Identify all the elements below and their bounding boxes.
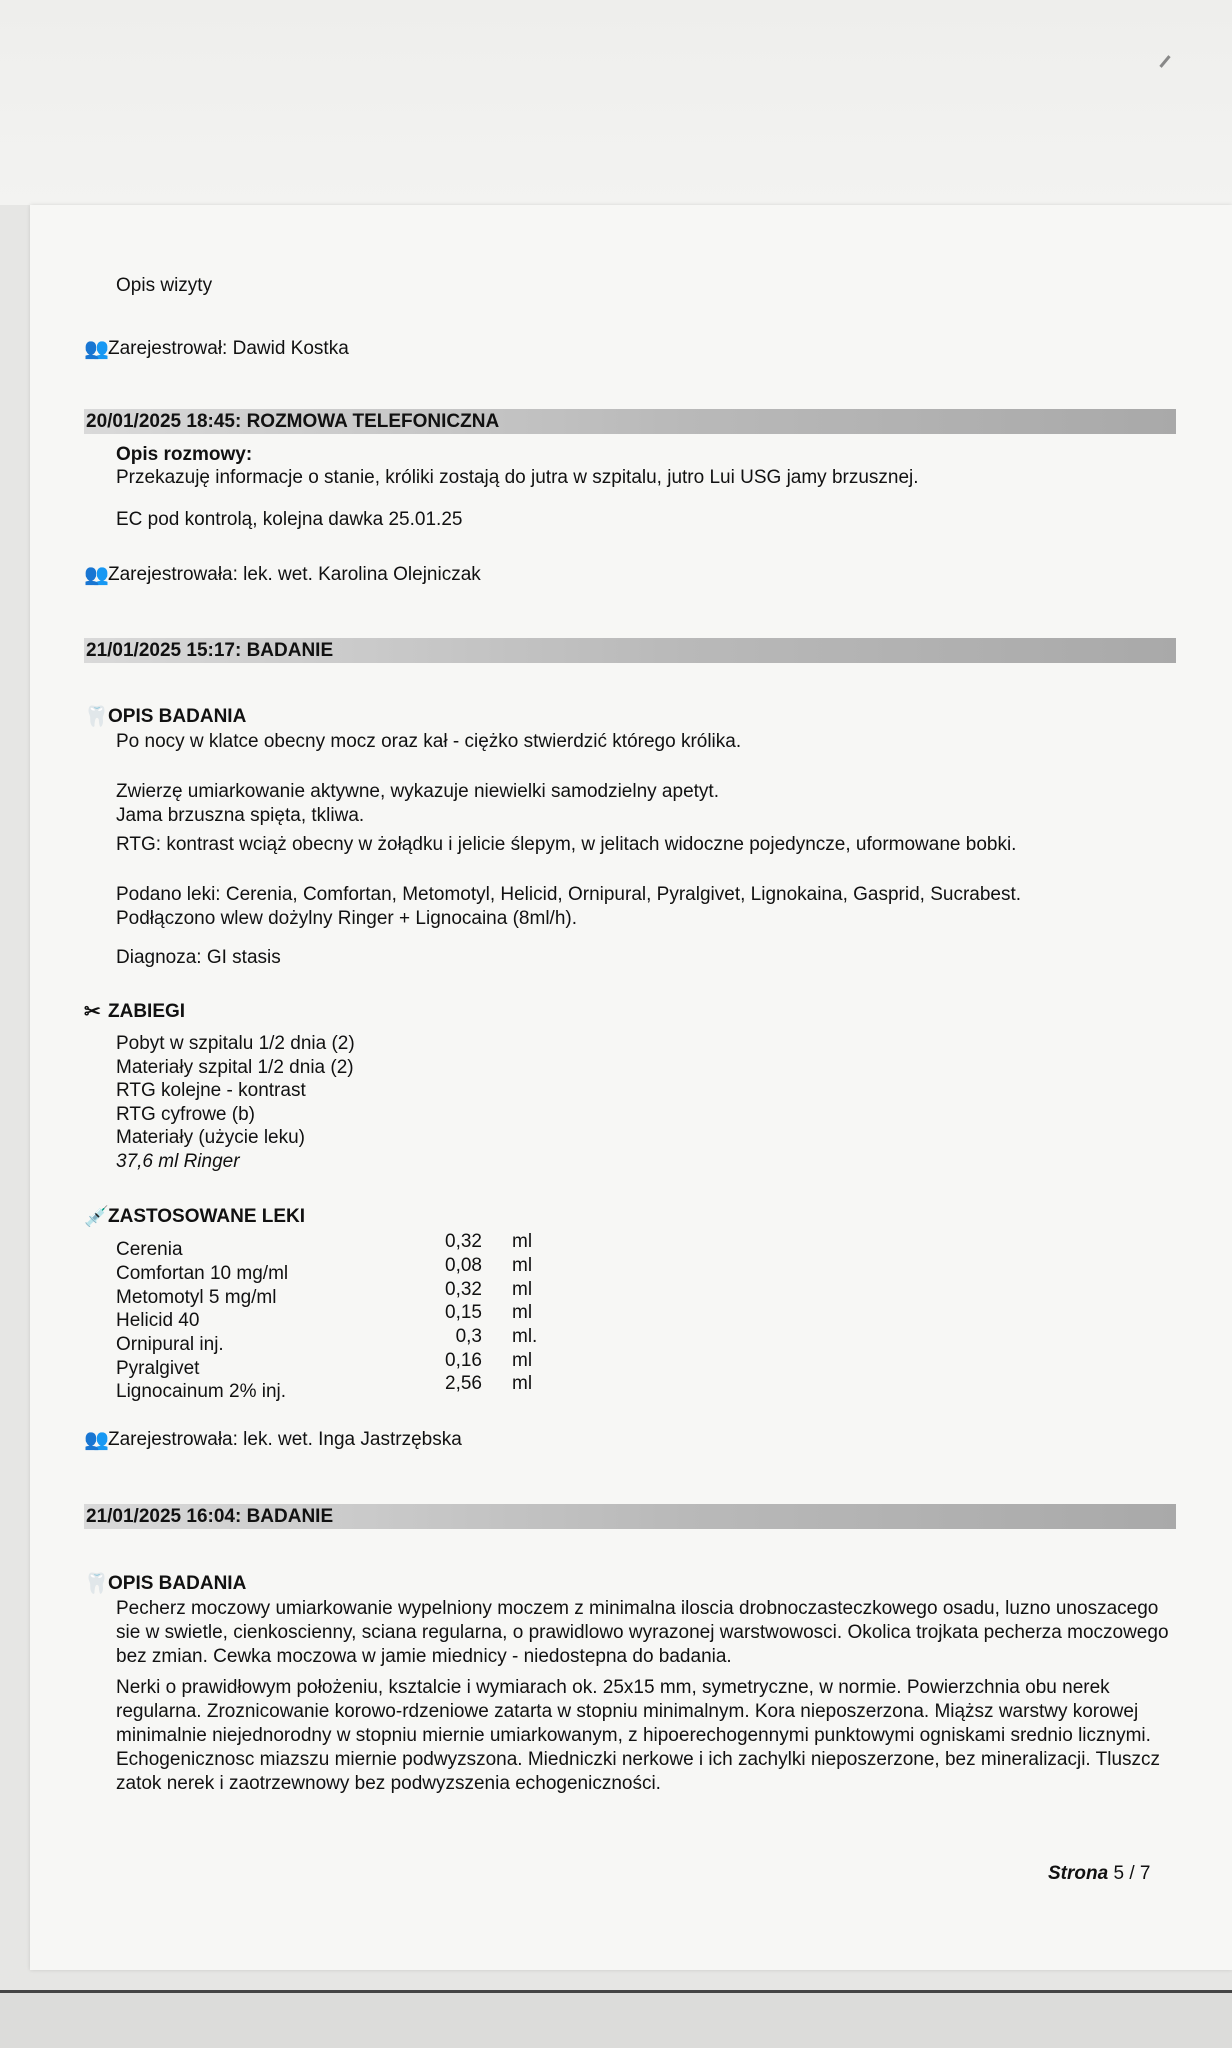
entry2-registered	[84, 1428, 462, 1452]
entry2-header: 21/01/2025 15:17: BADANIE	[84, 638, 1176, 663]
entry3-paragraph-1: Pecherz moczowy umiarkowanie wypelniony moczem z minimalna iloscia drobnoczasteczkowego osadu, luzno unoszacego sie w swietle, cienkoscienny, sciana regularna, o prawidlowo wyrazonej warstwowosci. Okolica trojkata pecherza moczowego bez zmian. Cewka moczowa w jamie miednicy - niedostepna do badania.	[116, 1598, 1169, 1667]
drug-value: 0,32	[445, 1231, 482, 1252]
page-number	[1048, 1862, 1150, 1886]
entry2-exam-line-7: Diagnoza: GI stasis	[116, 947, 281, 968]
user-group-icon: 👥	[84, 338, 109, 360]
entry2-exam-title-text: OPIS BADANIA	[108, 706, 247, 727]
page-label: Strona	[1048, 1863, 1109, 1884]
drug-name: Helicid 40	[116, 1310, 200, 1331]
procedure-item-4: RTG cyfrowe (b)	[116, 1104, 256, 1125]
entry2-exam-line-2: Zwierzę umiarkowanie aktywne, wykazuje niewielki samodzielny apetyt.	[116, 781, 719, 802]
scissors-icon: ✂	[84, 1001, 101, 1023]
syringe-icon: 💉	[84, 1206, 109, 1228]
entry2-procedures-title-text: ZABIEGI	[108, 1001, 186, 1022]
drug-unit: ml	[512, 1350, 533, 1371]
drug-value: 0,16	[445, 1350, 482, 1371]
procedure-item-6: 37,6 ml Ringer	[116, 1151, 240, 1172]
procedure-item-2: Materiały szpital 1/2 dnia (2)	[116, 1057, 354, 1078]
page-total: / 7	[1129, 1863, 1151, 1884]
drug-value: 0,08	[445, 1255, 482, 1276]
drug-unit: ml	[512, 1373, 533, 1394]
drug-value: 0,15	[445, 1302, 482, 1323]
entry3-exam-title	[84, 1572, 246, 1596]
entry2-drugs-title	[84, 1205, 305, 1229]
drug-value: 0,3	[455, 1326, 482, 1347]
entry1-line-1: Przekazuję informacje o stanie, króliki zostają do jutra w szpitalu, jutro Lui USG jamy brzusznej.	[116, 467, 919, 488]
background-top	[0, 0, 1232, 205]
entry2-exam-line-1: Po nocy w klatce obecny mocz oraz kał - ciężko stwierdzić którego królika.	[116, 731, 742, 752]
drug-name: Comfortan 10 mg/ml	[116, 1263, 289, 1284]
visit-title: Opis wizyty	[116, 275, 213, 296]
entry3-paragraph-2: Nerki o prawidłowym położeniu, ksztalcie i wymiarach ok. 25x15 mm, symetryczne, w normie. Powierzchnia obu nerek regularna. Zroznicowanie korowo-rdzeniowe zatarta w stopniu minimalnym. Kora nieposzerzona. Miąższ warstwy korowej minimalnie niejednorodny w stopniu miernie umiarkowanym, z hipoerechogennymi punktowymi ogniskami srednio licznymi. Echogenicznosc miazszu miernie podwyzszona. Miedniczki nerkowe i ich zachylki nieposzerzone, bez mineralizacji. Tluszcz zatok nerek i zaotrzewnowy bez podwyzszenia echogeniczności.	[116, 1677, 1161, 1794]
procedure-item-1: Pobyt w szpitalu 1/2 dnia (2)	[116, 1033, 355, 1054]
drug-name: Metomotyl 5 mg/ml	[116, 1287, 277, 1308]
entry2-drugs-title-text: ZASTOSOWANE LEKI	[108, 1206, 306, 1227]
entry1-line-2: EC pod kontrolą, kolejna dawka 25.01.25	[116, 509, 463, 530]
entry2-exam-line-3: Jama brzuszna spięta, tkliwa.	[116, 805, 365, 826]
drug-name: Cerenia	[116, 1239, 183, 1260]
entry2-procedures-title	[84, 1000, 185, 1024]
entry2-exam-line-4: RTG: kontrast wciąż obecny w żołądku i jelicie ślepym, w jelitach widoczne pojedyncze, uformowane bobki.	[116, 834, 1017, 855]
drug-name: Pyralgivet	[116, 1358, 200, 1379]
drug-unit: ml	[512, 1279, 533, 1300]
entry1-header: 20/01/2025 18:45: ROZMOWA TELEFONICZNA	[84, 409, 1176, 434]
drug-unit: ml	[512, 1231, 533, 1252]
user-group-icon: 👥	[84, 1429, 109, 1451]
entry1-registered-text: Zarejestrowała: lek. wet. Karolina Olejniczak	[108, 564, 481, 585]
entry2-exam-line-6: Podłączono wlew dożylny Ringer + Lignocaina (8ml/h).	[116, 908, 577, 929]
entry2-registered-text: Zarejestrowała: lek. wet. Inga Jastrzębska	[108, 1429, 462, 1450]
tooth-icon: 🦷	[84, 1573, 109, 1595]
drug-name: Lignocainum 2% inj.	[116, 1381, 287, 1402]
visit-registered	[84, 337, 349, 361]
tooth-icon: 🦷	[84, 706, 109, 728]
procedure-item-5: Materiały (użycie leku)	[116, 1127, 305, 1148]
drug-unit: ml	[512, 1255, 533, 1276]
entry3-exam-title-text: OPIS BADANIA	[108, 1573, 247, 1594]
drug-value: 0,32	[445, 1279, 482, 1300]
entry1-registered	[84, 563, 481, 587]
visit-registered-text: Zarejestrował: Dawid Kostka	[108, 338, 349, 359]
drug-unit: ml	[512, 1302, 533, 1323]
drug-value: 2,56	[445, 1373, 482, 1394]
entry2-exam-line-5: Podano leki: Cerenia, Comfortan, Metomotyl, Helicid, Ornipural, Pyralgivet, Lignokaina, Gasprid, Sucrabest.	[116, 884, 1022, 905]
procedure-item-3: RTG kolejne - kontrast	[116, 1080, 306, 1101]
entry2-exam-title	[84, 705, 246, 729]
page-current: 5	[1113, 1863, 1125, 1884]
drug-unit: ml.	[512, 1326, 538, 1347]
entry1-subtitle: Opis rozmowy:	[116, 444, 253, 465]
entry3-header: 21/01/2025 16:04: BADANIE	[84, 1504, 1176, 1529]
user-group-icon: 👥	[84, 564, 109, 586]
under-sheet	[0, 1993, 1232, 2048]
drug-name: Ornipural inj.	[116, 1334, 224, 1355]
